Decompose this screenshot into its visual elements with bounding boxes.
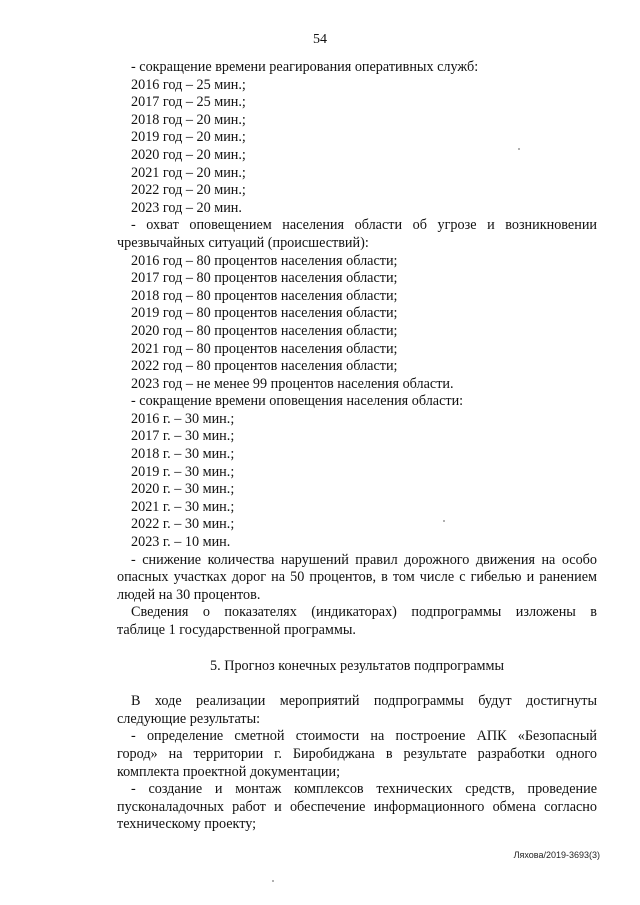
- list-item: 2016 год – 25 мин.;: [131, 76, 246, 93]
- list-item: 2023 год – не менее 99 процентов населения области.: [131, 375, 454, 392]
- paragraph-line: опасных участках дорог на 50 процентов, в том числе с гибелью и ранением: [117, 569, 597, 586]
- paragraph-line: техническому проекту;: [117, 816, 257, 833]
- paragraph-line: - определение сметной стоимости на построение АПК «Безопасный: [131, 728, 597, 745]
- section-heading: 5. Прогноз конечных результатов подпрограммы: [210, 657, 504, 674]
- page-number: 54: [313, 32, 327, 47]
- list-item: 2019 г. – 30 мин.;: [131, 463, 235, 480]
- paragraph-line: - создание и монтаж комплексов технических средств, проведение: [131, 781, 597, 798]
- paragraph-line: город» на территории г. Биробиджана в результате разработки одного: [117, 745, 597, 762]
- document-code: Ляхова/2019-3693(3): [513, 850, 600, 860]
- scan-speck: [518, 148, 520, 150]
- list-heading-alert-time: - сокращение времени оповещения населения области:: [131, 393, 464, 410]
- list-item: 2023 год – 20 мин.: [131, 199, 242, 216]
- list-item: 2017 год – 25 мин.;: [131, 94, 246, 111]
- list-item: 2022 год – 80 процентов населения области;: [131, 358, 398, 375]
- paragraph-traffic-violations: - снижение количества нарушений правил дорожного движения на особо: [131, 551, 597, 568]
- list-item: 2020 год – 20 мин.;: [131, 146, 246, 163]
- list-item: 2016 год – 80 процентов населения области;: [131, 252, 398, 269]
- list-item: 2017 год – 80 процентов населения области;: [131, 270, 398, 287]
- list-item: 2020 год – 80 процентов населения области;: [131, 322, 398, 339]
- list-item: 2019 год – 20 мин.;: [131, 129, 246, 146]
- paragraph-line: пусконаладочных работ и обеспечение информационного обмена согласно: [117, 798, 597, 815]
- paragraph-indicators: Сведения о показателях (индикаторах) подпрограммы изложены в: [131, 604, 597, 621]
- list-item: 2018 год – 20 мин.;: [131, 111, 246, 128]
- paragraph-line: людей на 30 процентов.: [117, 586, 261, 603]
- list-item: 2017 г. – 30 мин.;: [131, 428, 235, 445]
- paragraph-line: таблице 1 государственной программы.: [117, 622, 356, 638]
- list-item: 2021 год – 80 процентов населения области;: [131, 340, 398, 357]
- paragraph-line: следующие результаты:: [117, 710, 261, 727]
- list-heading-response-time: - сокращение времени реагирования оперативных служб:: [131, 59, 479, 75]
- list-item: 2021 г. – 30 мин.;: [131, 498, 235, 515]
- list-item: 2023 г. – 10 мин.: [131, 534, 231, 551]
- list-item: 2018 год – 80 процентов населения области;: [131, 287, 398, 304]
- list-item: 2016 г. – 30 мин.;: [131, 410, 235, 427]
- list-heading-alert-coverage: - охват оповещением населения области об угрозе и возникновении: [131, 217, 597, 234]
- scan-speck: [443, 520, 445, 522]
- document-body: [117, 59, 597, 834]
- scan-speck: [272, 880, 274, 882]
- list-item: 2021 год – 20 мин.;: [131, 164, 246, 181]
- list-heading-alert-coverage-cont: чрезвычайных ситуаций (происшествий):: [117, 234, 369, 251]
- list-item: 2020 г. – 30 мин.;: [131, 481, 235, 498]
- list-item: 2019 год – 80 процентов населения области;: [131, 305, 398, 322]
- list-item: 2018 г. – 30 мин.;: [131, 446, 235, 463]
- spacer: [117, 640, 597, 658]
- paragraph-results: В ходе реализации мероприятий подпрограммы будут достигнуты: [131, 693, 597, 710]
- list-item: 2022 год – 20 мин.;: [131, 182, 246, 199]
- list-item: 2022 г. – 30 мин.;: [131, 516, 235, 533]
- paragraph-line: комплекта проектной документации;: [117, 763, 341, 780]
- spacer: [117, 675, 597, 693]
